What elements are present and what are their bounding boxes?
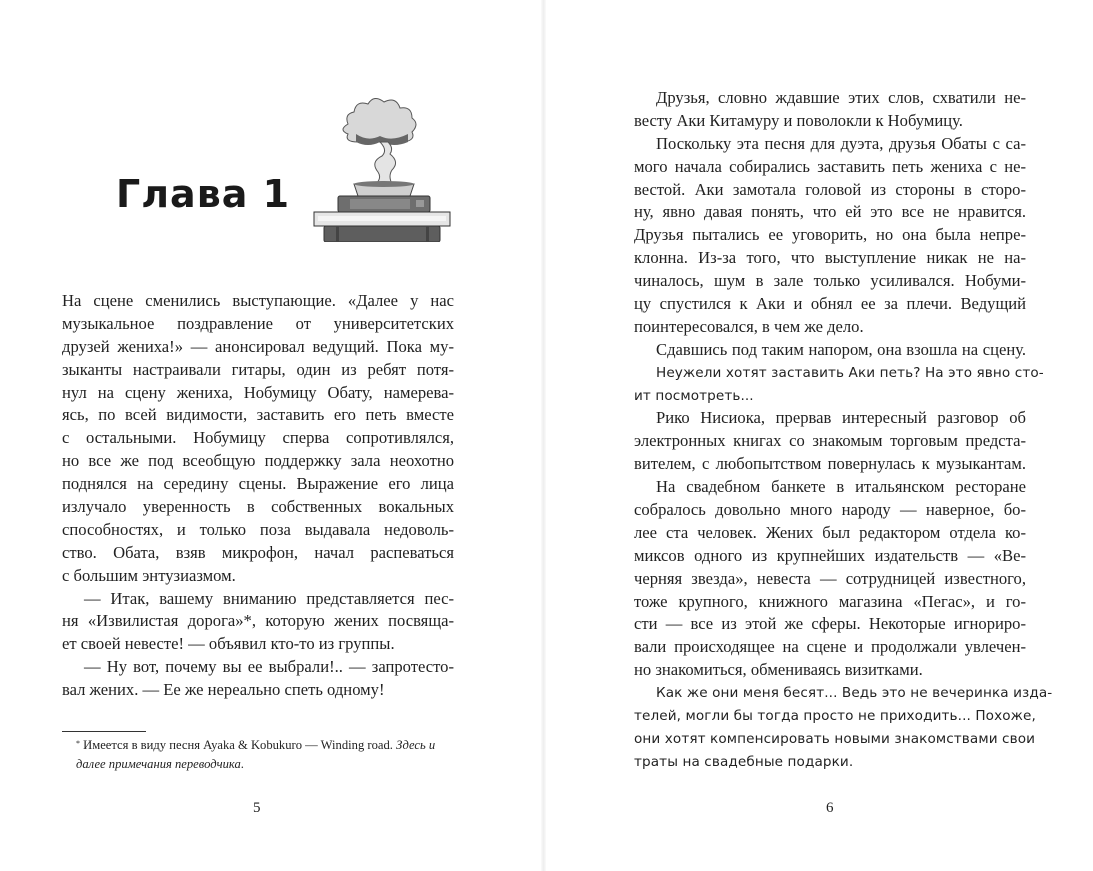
text-line: с остальными. Нобумицу сперва сопротивлялся, bbox=[62, 428, 454, 448]
text-line: излучало уверенность в собственных вокальных bbox=[62, 497, 454, 517]
text-line: — Итак, вашему вниманию представляется пес- bbox=[84, 588, 454, 608]
footnote-end: . bbox=[240, 757, 244, 771]
text-line: они хотят компенсировать новыми знакомствами свои bbox=[634, 730, 1036, 747]
text-line: Друзья, словно ждавшие этих слов, схватили не- bbox=[656, 88, 1026, 107]
text-line: На сцене сменились выступающие. «Далее у нас bbox=[62, 291, 454, 310]
text-line: поднялся на середину сцены. Выражение его лица bbox=[62, 474, 454, 494]
text-line: собралось довольно много народу — наверное, бо- bbox=[634, 500, 1026, 520]
footnote bbox=[76, 736, 456, 774]
text-line: телей, могли бы тогда просто не приходить... Похоже, bbox=[634, 708, 1036, 725]
text-line: но все же под всеобщую поддержку зала неохотно bbox=[62, 451, 454, 471]
text-line: способностях, и только поза выдавала недоволь- bbox=[62, 519, 454, 539]
text-line: вали происходящее на сцене и продолжали увлечен- bbox=[634, 637, 1026, 657]
text-line: вителем, с любопытством повернулась к музыкантам. bbox=[634, 454, 1026, 474]
text-line: черняя звезда», невеста — сотрудницей известного, bbox=[634, 568, 1026, 588]
text-line: Друзья пытались ее уговорить, но она была непре- bbox=[634, 225, 1026, 245]
text-line: Как же они меня бесят... Ведь это не вечеринка изда- bbox=[656, 685, 1053, 702]
text-line: нул на сцену жениха, Нобумицу Обату, намерева- bbox=[62, 382, 454, 402]
text-line: ет своей невесте! — объявил кто-то из группы. bbox=[62, 634, 395, 654]
text-line: вал жених. — Ее же нереально спеть одному! bbox=[62, 680, 385, 700]
footnote-divider bbox=[62, 731, 146, 732]
text-line: но знакомиться, обмениваясь визитками. bbox=[634, 660, 923, 680]
text-line: музыкальное поздравление от университетских bbox=[62, 313, 454, 333]
text-line: вестой. Аки замотала головой из стороны в сторо- bbox=[634, 179, 1026, 199]
chapter-title: Глава 1 bbox=[116, 172, 291, 216]
text-line: сти — все из этой же сферы. Некоторые игнориро- bbox=[634, 614, 1026, 634]
page-number-right: 6 bbox=[826, 800, 834, 816]
text-line: ясь, по всей видимости, заставить его петь вместе bbox=[62, 405, 454, 425]
left-page bbox=[0, 0, 543, 871]
left-page-body bbox=[62, 290, 454, 702]
footnote-text: Имеется в виду песня Ayaka & Kobukuro — Winding road. bbox=[83, 738, 397, 752]
footnote-marker: * bbox=[76, 739, 80, 748]
text-line: тоже крупного, книжного магазина «Пегас», и го- bbox=[634, 591, 1026, 611]
right-page-body bbox=[634, 87, 1053, 774]
text-line: Поскольку эта песня для дуэта, друзья Обаты с са- bbox=[656, 133, 1026, 153]
text-line: ство. Обата, взяв микрофон, начал распеваться bbox=[62, 542, 454, 562]
text-line: мого начала собирались заставить петь жениха с не- bbox=[634, 156, 1026, 176]
text-line: Сдавшись под таким напором, она взошла на сцену. bbox=[656, 339, 1026, 359]
text-line: с большим энтузиазмом. bbox=[62, 565, 236, 585]
text-line: цу спустился к Аки и обнял ее за плечи. Ведущий bbox=[634, 294, 1026, 314]
text-line: поинтересовался, в чем же дело. bbox=[634, 316, 864, 336]
text-line: миксов одного из крупнейших издательств — «Ве- bbox=[634, 545, 1026, 565]
text-line: ит посмотреть... bbox=[634, 387, 754, 404]
text-line: друзей жениха!» — анонсировал ведущий. Пока му- bbox=[62, 336, 454, 356]
text-line: Рико Нисиока, прервав интересный разговор об bbox=[656, 408, 1026, 428]
text-line: клонна. Из-за того, что выступление никак не на- bbox=[634, 248, 1026, 268]
text-line: чиналось, шум в зале только усиливался. Нобуми- bbox=[634, 271, 1026, 291]
bonsai-books-illustration bbox=[308, 92, 454, 242]
text-line: зыканты настраивали гитары, один из ребят потя- bbox=[62, 359, 454, 379]
page-number-left: 5 bbox=[253, 800, 261, 816]
text-line: весту Аки Китамуру и поволокли к Нобумицу. bbox=[634, 110, 963, 130]
text-line: лее ста человек. Жених был редактором отдела ко- bbox=[634, 522, 1026, 542]
text-line: электронных книгах со знакомым торговым предста- bbox=[634, 431, 1026, 451]
text-line: На свадебном банкете в итальянском ресторане bbox=[656, 477, 1026, 497]
text-line: ну, явно давая понять, что ей это все не нравится. bbox=[634, 202, 1026, 222]
text-line: — Ну вот, почему вы ее выбрали!.. — запротесто- bbox=[84, 657, 454, 677]
footnote-italic: Здесь и далее примечания переводчика bbox=[76, 738, 436, 771]
text-line: ня «Извилистая дорога»*, которую жених посвяща- bbox=[62, 611, 454, 631]
text-line: Неужели хотят заставить Аки петь? На это явно сто- bbox=[656, 364, 1044, 381]
text-line: траты на свадебные подарки. bbox=[634, 753, 854, 770]
